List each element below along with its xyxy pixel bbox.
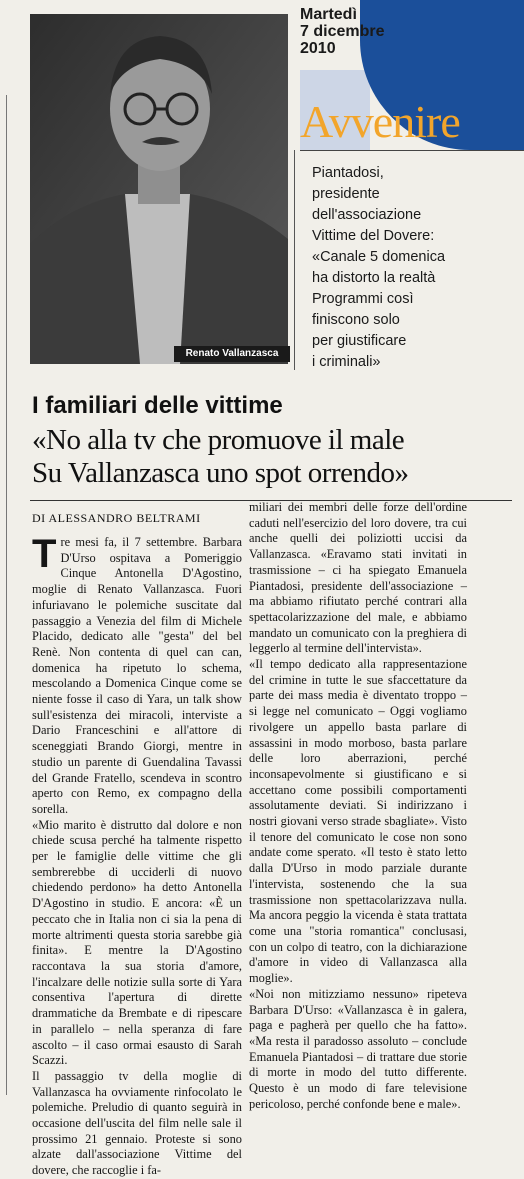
- article-paragraph: «Il tempo dedicato alla rappresentazione del crimine in tutte le sue sfaccettature da parte dei mass media è diventato troppo – si legge nel comunicato – Oggi vogliamo rivolgere un appello basta parlare di assassini in modo morboso, basta parlare delle loro aberrazioni, perché inconsapevolmente si giustificano e si accettano come possibili comportamenti assolutamente deviati. Si indirizzano i nostri giovani verso strade sbagliate». Visto il tenore del comunicato le cose non sono andate come sperato. «Il testo è stato letto dalla D'Urso in modo parziale durante l'intervista, sostenendo che la sua trasmissione non spettacolarizzava nulla. Ma ancora peggio la vicenda è stata trattata come una "storia romantica" conclusasi, con un colpo di teatro, con la dichiarazione d'amore in video di Vallanzasca alla moglie».: [249, 657, 467, 986]
- article-paragraph: «Mio marito è distrutto dal dolore e non chiede scusa perché ha talmente rispetto per le famiglie delle vittime che gli sembrerebbe di ucciderli di nuovo chiedendo perdono» ha detto Antonella D'Agostino in studio. E ancora: «È un peccato che in Italia non ci sia la pena di morte altrimenti questa storia sarebbe già finita». E mentre la D'Agostino raccontava la sua storia d'amore, l'incalzare delle notizie sulla sorte di Yara consentiva l'apertura di dirette drammatiche da Brembate e di ripescare in parallelo – nella speranza di fare ascolto – il caso ormai esausto di Sarah Scazzi.: [32, 817, 242, 1068]
- article-column-1: [32, 532, 242, 1179]
- photo-caption: Renato Vallanzasca: [174, 346, 290, 362]
- newspaper-logo: Avvenire: [300, 96, 460, 147]
- dateline: Martedì 7 dicembre 2010: [300, 6, 385, 57]
- article-paragraph: [32, 532, 242, 818]
- page-edge-rule: [6, 95, 7, 1095]
- article-paragraph: Il passaggio tv della moglie di Vallanzasca ha ovviamente rinfocolato le polemiche. Preludio di quanto seguirà in occasione dell'uscita del film nelle sale il prossimo 21 gennaio. Proteste si sono alzate dall'associazione Vittime del dovere, che raccoglie i fa-: [32, 1068, 242, 1178]
- article-paragraph: «Noi non mitizziamo nessuno» ripeteva Barbara D'Urso: «Vallanzasca è in galera, paga e pagherà per quello che ha fatto». «Ma resta il paradosso assoluto – conclude Emanuela Piantadosi – di trattare due storie di morte in modo del tutto differente. Questo è un modo di fare televisione pericoloso, perché confonde bene e male».: [249, 986, 467, 1111]
- column-divider: [294, 150, 295, 370]
- kicker: I familiari delle vittime: [32, 392, 283, 419]
- paragraph-text: re mesi fa, il 7 settembre. Barbara D'Urso ospitava a Pomeriggio Cinque Antonella D'Agostino, moglie di Renato Vallanzasca. Fuori infuriavano le polemiche suscitate dal passaggio a Venezia del film di Michele Placido, dedicato alle "gesta" del bel Renè. Non contenta di quel can can, domenica ha ripetuto lo schema, mescolando a Domenica Cinque come se niente fosse il caso di Yara, un talk show sull'esistenza dei miracoli, interviste a Dario Franceschini e all'attore di sceneggiati Brando Giorgi, mentre in studio un parente di Guendalina Tavassi del Grande Fratello, scendeva in scontro aperto con Remo, ex compagno della sorella.: [32, 535, 242, 816]
- article-column-2: [249, 500, 467, 1112]
- pull-quote: Piantadosi, presidente dell'associazione Vittime del Dovere: «Canale 5 domenica ha distorto la realtà Programmi così finiscono solo per giustificare i criminali»: [312, 165, 446, 370]
- portrait-illustration: [30, 14, 288, 364]
- byline: DI ALESSANDRO BELTRAMI: [32, 511, 201, 525]
- drop-cap: T: [32, 532, 57, 576]
- headline: «No alla tv che promuove il male Su Vallanzasca uno spot orrendo»: [32, 424, 409, 489]
- portrait-photo: [30, 14, 288, 364]
- article-paragraph: miliari dei membri delle forze dell'ordine caduti nell'esercizio del loro dovere, tra cui anche quelli dei poliziotti uccisi da Vallanzasca. «Eravamo stati invitati in trasmissione – ci ha spiegato Emanuela Piantadosi, presidente dell'associazione – ma abbiamo rifiutato perché contrari alla spettacolarizzazione del male, e abbiamo mandato un comunicato con la preghiera di leggerlo al termine dell'intervista».: [249, 500, 467, 656]
- masthead-rule: [300, 150, 524, 151]
